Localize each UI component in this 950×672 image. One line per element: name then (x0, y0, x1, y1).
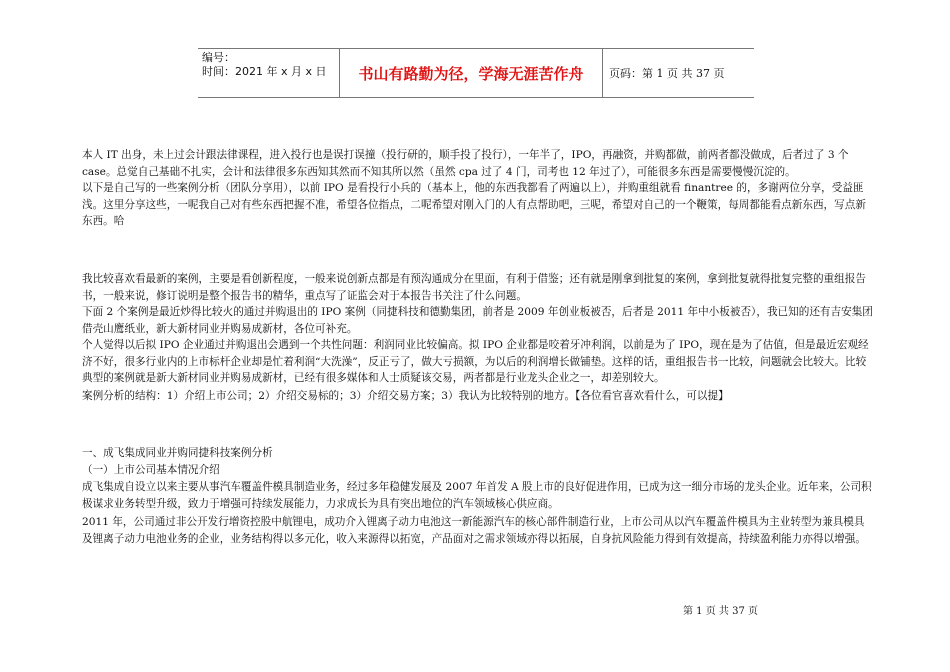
header-page-code-cell (603, 49, 754, 97)
time-label: 时间：2021 年 x 月 x 日 (202, 65, 327, 78)
page-code: 页码：第 1 页 共 37 页 (609, 67, 725, 80)
page-header (198, 48, 754, 98)
section-heading: 一、成飞集成同业并购同捷科技案例分析 (82, 447, 273, 459)
body-paragraph-4: 案例分析的结构：1）介绍上市公司；2）介绍交易标的；3）介绍交易方案；3）我认为比较特别的地方。【各位看官喜欢看什么，可以提】 (82, 390, 729, 402)
intro-paragraph-2: 以下是自己写的一些案例分析（团队分享用），以前 IPO 是看投行小兵的（基本上，他的东西我都看了两遍以上），并购重组就看 finantree 的，多谢两位分享，受益匪浅。这里分享这些，一呢我自己对有些东西把握不准，希望各位指点，二呢希望对刚入门的人有点帮助吧，三呢，希望对自己的一个鞭策，每周都能看点新东西，写点新东西。哈 (82, 182, 866, 227)
section-subheading: （一）上市公司基本情况介绍 (82, 464, 220, 476)
motto: 书山有路勤为径，学海无涯苦作舟 (358, 64, 584, 83)
body-paragraph-1: 我比较喜欢看最新的案例，主要是看创新程度，一般来说创新点都是有预沟通成分在里面，有利于借鉴；还有就是刚拿到批复的案例，拿到批复就得批复完整的重组报告书，一般来说，修订说明是整个报告书的精华，重点写了证监会对于本报告书关注了什么问题。 (82, 273, 866, 302)
body-paragraph-3: 个人觉得以后拟 IPO 企业通过并购退出会遇到一个共性问题：利润同业比较偏高。拟 IPO 企业都是咬着牙冲利润，以前是为了 IPO，现在是为了估值，但是最近宏观经济不好，很多行业内的上市标杆企业却是忙着利润“大洗澡”，反正亏了，做大亏损额，为以后的利润增长做铺垫。这样的话，重组报告书一比较，问题就会比较大。比较典型的案例就是新大新材同业并购易成新材，已经有很多媒体和人士质疑该交易，两者都是行业龙头企业之一，却差别较大。 (82, 339, 869, 384)
serial-label: 编号： (202, 51, 235, 64)
header-meta (198, 49, 340, 97)
header-motto-cell (340, 49, 603, 97)
section-paragraph-1: 成飞集成自设立以来主要从事汽车覆盖件模具制造业务，经过多年稳健发展及 2007 年首发 A 股上市的良好促进作用，已成为这一细分市场的龙头企业。近年来，公司积极谋求业务转型升级，致力于增强可持续发展能力，力求成长为具有突出地位的汽车领域核心供应商。 (82, 481, 872, 510)
section-paragraph-2: 2011 年，公司通过非公开发行增资控股中航锂电，成功介入锂离子动力电池这一新能源汽车的核心部件制造行业，上市公司从以汽车覆盖件模具为主业转型为兼具模具及锂离子动力电池业务的企业，业务结构得以多元化，收入来源得以拓宽，产品面对之需求领域亦得以拓展，自身抗风险能力得到有效提高，持续盈利能力亦得以增强。 (82, 516, 866, 545)
intro-paragraph-1: 本人 IT 出身，未上过会计跟法律课程，进入投行也是误打误撞（投行研的，顺手投了投行），一年半了，IPO，再融资，并购都做，前两者都没做成，后者过了 3 个 case。总觉自己基础不扎实，会计和法律很多东西知其然而不知其所以然（虽然 cpa 过了 4 门，司考也 12 年过了），可能很多东西是需要慢慢沉淀的。 (82, 149, 849, 178)
body-paragraph-2: 下面 2 个案例是最近炒得比较火的通过并购退出的 IPO 案例（同捷科技和德勤集团，前者是 2009 年创业板被否，后者是 2011 年中小板被否），我已知的还有吉安集团借壳山鹰纸业，新大新材同业并购易成新材，各位可补充。 (82, 306, 873, 335)
page-footer: 第 1 页 共 37 页 (683, 606, 758, 617)
